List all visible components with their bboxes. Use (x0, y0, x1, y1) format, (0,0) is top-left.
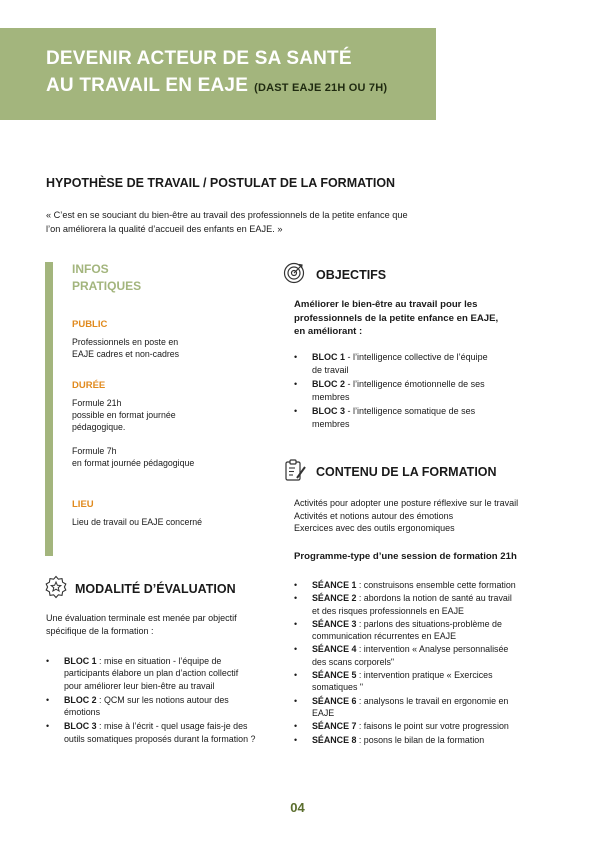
star-badge-icon (44, 575, 68, 599)
bloc-label: BLOC 3 (312, 406, 346, 416)
list-item (294, 720, 549, 732)
evaluation-intro (46, 612, 276, 637)
quote-line-1: « C’est en se souciant du bien-être au travail des professionnels de la petite enfance que (46, 210, 408, 220)
list-item (46, 720, 286, 745)
contenu-title: CONTENU DE LA FORMATION (316, 465, 497, 479)
list-item (294, 378, 544, 403)
program-title: Programme-type d’une session de formation 21h (294, 551, 517, 562)
duree-text-7h (72, 445, 194, 469)
duree-line-4: Formule 7h (72, 446, 117, 456)
infos-title-line1: INFOS (72, 262, 109, 276)
seance-text: : construisons ensemble cette formation (356, 580, 516, 590)
lieu-text: Lieu de travail ou EAJE concerné (72, 517, 203, 527)
bloc-label: BLOC 1 (64, 656, 97, 666)
seance-label: SÉANCE 8 (312, 734, 357, 745)
seances-list (294, 579, 549, 747)
page-title-line2-text: AU TRAVAIL EN EAJE (46, 75, 249, 96)
bloc-text: : mise à l’écrit - quel usage fais-je des (96, 721, 248, 732)
bloc-text: - l’intelligence émotionnelle de ses (345, 379, 485, 389)
bloc-text-cont: outils somatiques proposés durant la formation ? (64, 733, 256, 744)
seance-label: SÉANCE 2 (312, 593, 357, 604)
duree-line-3: pédagogique. (72, 422, 126, 432)
duree-line-2: possible en format journée (72, 410, 176, 420)
seance-label: SÉANCE 4 (312, 644, 357, 655)
bloc-text-cont2: pour améliorer leur bien-être au travail (64, 680, 215, 691)
infos-title-line2: PRATIQUES (72, 279, 142, 293)
bloc-text-cont: de travail (312, 364, 349, 375)
seance-text-cont: et des risques professionnels en EAJE (312, 605, 464, 616)
list-item (46, 655, 286, 692)
public-line-2: EAJE cadres et non-cadres (72, 349, 180, 359)
hypothesis-title: HYPOTHÈSE DE TRAVAIL / POSTULAT DE LA FORMATION (46, 176, 396, 190)
bloc-text: - l’intelligence somatique de ses (345, 406, 476, 416)
bloc-text-cont: émotions (64, 707, 101, 718)
evaluation-intro-line1: Une évaluation terminale est menée par objectif (46, 613, 237, 623)
page-number: 04 (290, 800, 305, 815)
activity-line: Activités pour adopter une posture réflexive sur le travail (294, 498, 519, 508)
activity-line: Exercices avec des outils ergonomiques (294, 523, 455, 533)
seance-text-cont: EAJE (312, 707, 335, 718)
bloc-label: BLOC 1 (312, 352, 346, 362)
seance-label: SÉANCE 6 (312, 695, 357, 706)
seance-text: : analysons le travail en ergonomie en (356, 695, 509, 706)
duree-line-5: en format journée pédagogique (72, 458, 195, 468)
infos-title (72, 261, 141, 295)
seance-text-cont: des scans corporels" (312, 656, 395, 667)
objectifs-title: OBJECTIFS (316, 268, 387, 282)
bloc-text-cont: participants élabore un plan d’action collectif (64, 668, 239, 679)
duree-label: DURÉE (72, 380, 106, 391)
bloc-label: BLOC 3 (64, 721, 97, 732)
bloc-text-cont: membres (312, 391, 350, 402)
bloc-text-cont: membres (312, 418, 350, 429)
public-line-1: Professionnels en poste en (72, 337, 179, 347)
seance-label: SÉANCE 5 (312, 670, 357, 681)
list-item (46, 694, 286, 719)
hypothesis-quote (46, 208, 516, 236)
infos-side-bar (45, 262, 53, 556)
duree-text (72, 397, 176, 433)
clipboard-pencil-icon (283, 458, 307, 482)
seance-label: SÉANCE 7 (312, 721, 357, 732)
seance-text: : faisons le point sur votre progression (356, 721, 509, 732)
objectifs-intro (294, 298, 544, 339)
activity-line: Activités et notions autour des émotions (294, 510, 454, 521)
contenu-activities (294, 497, 554, 535)
list-item (294, 351, 544, 376)
seance-text-cont: somatiques " (312, 682, 364, 693)
target-icon (283, 262, 305, 284)
bloc-label: BLOC 2 (64, 694, 97, 705)
list-item (294, 618, 549, 643)
list-item (294, 669, 549, 694)
seance-text-cont: communication récurrentes en EAJE (312, 631, 457, 642)
quote-line-2: l’on améliorera la qualité d’accueil des enfants en EAJE. » (46, 224, 283, 234)
list-item (294, 734, 549, 746)
header-banner (0, 28, 436, 120)
page-subtitle: (DAST EAJE 21H OU 7H) (254, 82, 388, 94)
seance-label: SÉANCE 1 (312, 580, 357, 590)
public-label: PUBLIC (72, 319, 108, 330)
objectifs-list (294, 351, 544, 432)
seance-text: : intervention « Analyse personnalisée (356, 644, 509, 655)
page-title-line1: DEVENIR ACTEUR DE SA SANTÉ (46, 48, 352, 69)
list-item (294, 405, 544, 430)
evaluation-intro-line2: spécifique de la formation : (46, 625, 154, 636)
duree-line-1: Formule 21h (72, 398, 122, 408)
seance-text: : posons le bilan de la formation (356, 734, 485, 745)
list-item (294, 643, 549, 668)
seance-text: : abordons la notion de santé au travail (356, 593, 512, 604)
objectifs-intro-line1: Améliorer le bien-être au travail pour les (294, 299, 478, 310)
seance-label: SÉANCE 3 (312, 618, 357, 629)
bloc-text: : mise en situation - l’équipe de (96, 656, 222, 666)
seance-text: : intervention pratique « Exercices (356, 670, 493, 681)
list-item (294, 592, 549, 617)
objectifs-intro-line2: professionnels de la petite enfance en EAJE, (294, 312, 499, 324)
evaluation-list (46, 655, 286, 747)
bloc-text: : QCM sur les notions autour des (96, 694, 229, 705)
bloc-text: - l’intelligence collective de l’équipe (345, 352, 488, 362)
evaluation-title: MODALITÉ D’ÉVALUATION (75, 582, 236, 596)
public-text (72, 336, 179, 360)
page-title-line2 (46, 75, 387, 97)
seance-text: : parlons des situations-problème de (356, 618, 502, 629)
objectifs-intro-line3: en améliorant : (294, 326, 363, 337)
list-item (294, 579, 549, 591)
bloc-label: BLOC 2 (312, 379, 346, 389)
list-item (294, 695, 549, 720)
lieu-label: LIEU (72, 499, 94, 510)
